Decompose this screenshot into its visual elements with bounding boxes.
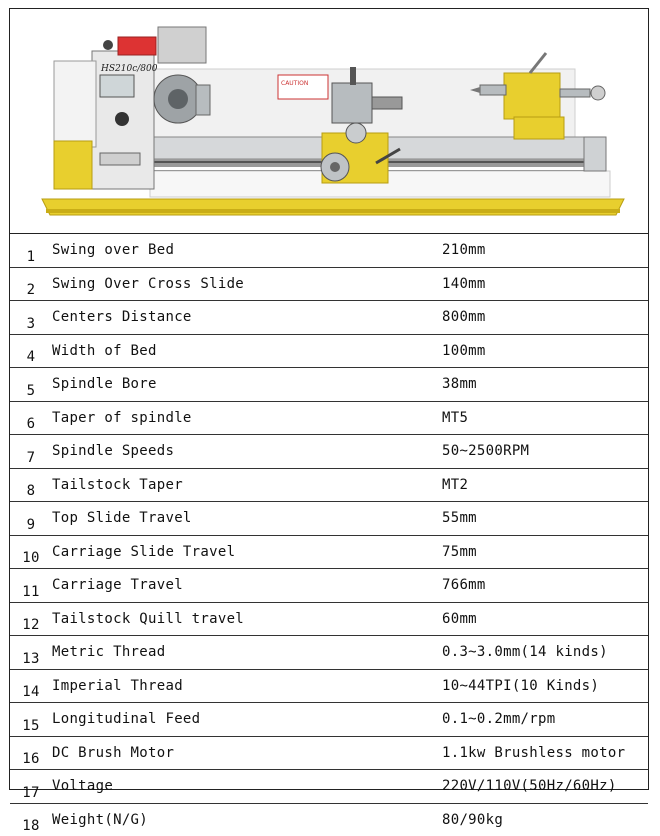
spec-row	[10, 569, 648, 603]
spec-number: 18	[10, 803, 52, 836]
spec-row	[10, 502, 648, 536]
spec-value: 140mm	[442, 267, 648, 301]
spec-row	[10, 636, 648, 670]
spec-value: 0.1~0.2mm/rpm	[442, 703, 648, 737]
spec-name: Spindle Bore	[52, 368, 442, 402]
spec-row	[10, 334, 648, 368]
spec-number: 16	[10, 736, 52, 770]
spec-number: 7	[10, 435, 52, 469]
spec-row	[10, 803, 648, 836]
spec-name: Carriage Travel	[52, 569, 442, 603]
spec-name: Imperial Thread	[52, 669, 442, 703]
spec-value: 50~2500RPM	[442, 435, 648, 469]
spec-table	[10, 234, 648, 836]
spec-row	[10, 602, 648, 636]
spec-number: 10	[10, 535, 52, 569]
spec-value: MT5	[442, 401, 648, 435]
spec-value: 100mm	[442, 334, 648, 368]
spec-value: 210mm	[442, 242, 486, 259]
spec-row	[10, 468, 648, 502]
spec-number: 2	[10, 267, 52, 301]
spec-name: Swing over Bed	[52, 242, 175, 259]
spec-name: Longitudinal Feed	[52, 703, 442, 737]
spec-value: 38mm	[442, 368, 648, 402]
spec-number: 1	[26, 248, 36, 265]
spec-number: 5	[10, 368, 52, 402]
spec-row	[10, 301, 648, 335]
spec-row	[10, 401, 648, 435]
spec-number: 15	[10, 703, 52, 737]
spec-value: 766mm	[442, 569, 648, 603]
spec-sheet	[9, 8, 649, 834]
spec-name: Centers Distance	[52, 301, 442, 335]
spec-name: Carriage Slide Travel	[52, 535, 442, 569]
spec-value: 1.1kw Brushless motor	[442, 736, 648, 770]
spec-row	[10, 435, 648, 469]
spec-name: DC Brush Motor	[52, 736, 442, 770]
spec-number: 3	[10, 301, 52, 335]
spec-number: 14	[10, 669, 52, 703]
spec-number: 4	[10, 334, 52, 368]
spec-number: 17	[10, 770, 52, 804]
spec-value: 80/90kg	[442, 803, 648, 836]
spec-value: 800mm	[442, 301, 648, 335]
spec-row	[10, 736, 648, 770]
spec-value: 55mm	[442, 502, 648, 536]
spec-row	[10, 535, 648, 569]
spec-value: MT2	[442, 468, 648, 502]
spec-name: Metric Thread	[52, 636, 442, 670]
panel-model-label: HS210c/800	[101, 64, 158, 74]
spec-name: Top Slide Travel	[52, 502, 442, 536]
spec-value: 10~44TPI(10 Kinds)	[442, 669, 648, 703]
spec-value: 0.3~3.0mm(14 kinds)	[442, 636, 648, 670]
spec-name: Voltage	[52, 770, 442, 804]
spec-name: Tailstock Taper	[52, 468, 442, 502]
spec-row	[10, 368, 648, 402]
spec-name: Taper of spindle	[52, 401, 442, 435]
spec-row	[10, 770, 648, 804]
spec-number: 9	[10, 502, 52, 536]
lathe-product-photo	[10, 9, 648, 234]
spec-value: 220V/110V(50Hz/60Hz)	[442, 770, 648, 804]
spec-row	[10, 669, 648, 703]
spec-name: Tailstock Quill travel	[52, 602, 442, 636]
caution-label: CAUTION	[281, 80, 309, 87]
spec-number: 8	[10, 468, 52, 502]
spec-number: 13	[10, 636, 52, 670]
spec-row	[10, 703, 648, 737]
spec-name: Swing Over Cross Slide	[52, 267, 442, 301]
spec-row	[10, 234, 648, 267]
spec-name: Width of Bed	[52, 334, 442, 368]
spec-value: 60mm	[442, 602, 648, 636]
spec-number: 6	[10, 401, 52, 435]
spec-row	[10, 267, 648, 301]
spec-name: Spindle Speeds	[52, 435, 442, 469]
spec-value: 75mm	[442, 535, 648, 569]
spec-number: 12	[10, 602, 52, 636]
spec-number: 11	[10, 569, 52, 603]
spec-name: Weight(N/G)	[52, 803, 442, 836]
